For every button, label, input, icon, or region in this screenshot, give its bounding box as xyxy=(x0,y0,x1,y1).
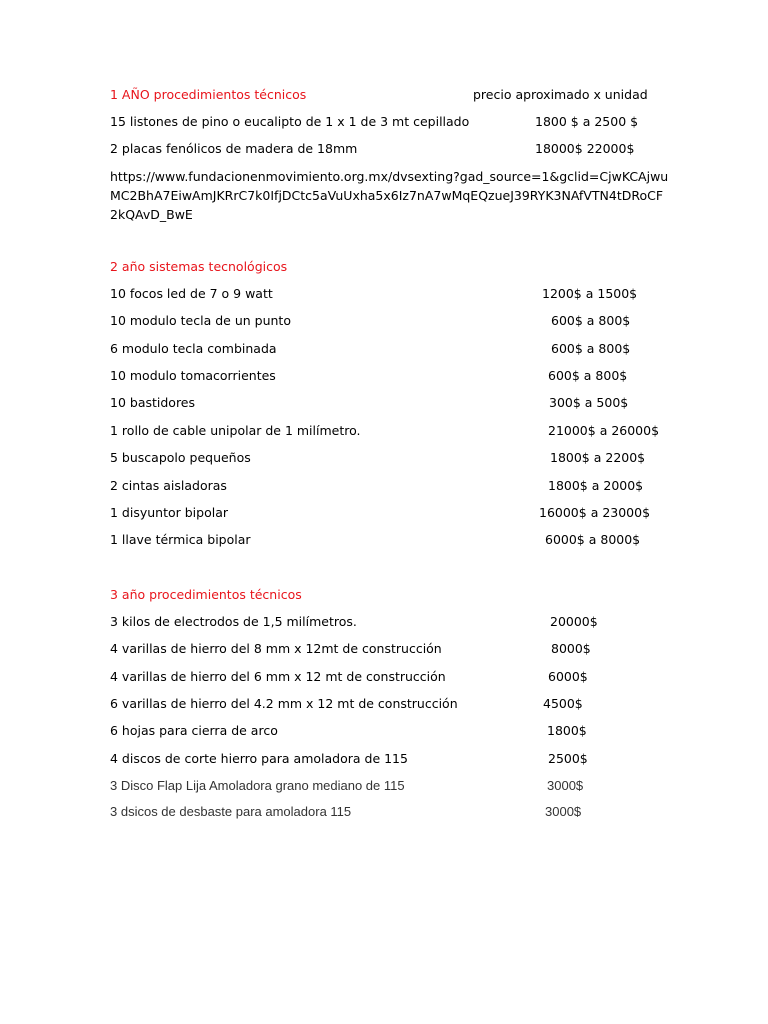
section2-item-desc: 10 focos led de 7 o 9 watt xyxy=(110,286,273,301)
price-column-title: precio aproximado x unidad xyxy=(473,87,648,102)
section3-item-price: 1800$ xyxy=(547,723,587,738)
section2-item-price: 21000$ a 26000$ xyxy=(548,423,660,438)
section1-title: 1 AÑO procedimientos técnicos xyxy=(110,87,307,102)
section1-item-price: 18000$ 22000$ xyxy=(535,141,635,156)
section2-item-price: 1800$ a 2200$ xyxy=(550,450,646,465)
section2-item-price: 6000$ a 8000$ xyxy=(545,532,641,547)
section2-item-price: 1200$ a 1500$ xyxy=(542,286,638,301)
section3-item-price: 8000$ xyxy=(551,641,591,656)
section2-title: 2 año sistemas tecnológicos xyxy=(110,259,288,274)
section2-item-desc: 10 modulo tecla de un punto xyxy=(110,313,291,328)
section2-item-price: 16000$ a 23000$ xyxy=(539,505,651,520)
section3-item-price: 6000$ xyxy=(548,669,588,684)
section3-item-price: 4500$ xyxy=(543,696,583,711)
section2-item-desc: 2 cintas aisladoras xyxy=(110,478,227,493)
section3-item-price: 3000$ xyxy=(545,804,582,819)
section2-item-price: 600$ a 800$ xyxy=(551,313,631,328)
section2-item-desc: 5 buscapolo pequeños xyxy=(110,450,251,465)
section2-item-price: 300$ a 500$ xyxy=(549,395,629,410)
section1-item-desc: 2 placas fenólicos de madera de 18mm xyxy=(110,141,358,156)
section2-item-desc: 10 bastidores xyxy=(110,395,196,410)
section3-item-desc: 3 dsicos de desbaste para amoladora 115 xyxy=(110,804,352,819)
section2-item-desc: 1 disyuntor bipolar xyxy=(110,505,229,520)
section3-item-price: 20000$ xyxy=(550,614,598,629)
section2-item-desc: 6 modulo tecla combinada xyxy=(110,341,277,356)
section1-item-desc: 15 listones de pino o eucalipto de 1 x 1 de 3 mt cepillado xyxy=(110,114,470,129)
section2-item-price: 600$ a 800$ xyxy=(551,341,631,356)
section3-item-desc: 6 varillas de hierro del 4.2 mm x 12 mt de construcción xyxy=(110,696,458,711)
section3-item-price: 3000$ xyxy=(547,778,584,793)
section2-item-desc: 10 modulo tomacorrientes xyxy=(110,368,276,383)
section3-item-price: 2500$ xyxy=(548,751,588,766)
reference-url[interactable]: https://www.fundacionenmovimiento.org.mx/dvsexting?gad_source=1&gclid=CjwKCAjwuMC2BhA7EiwAmJKRrC7k0IfjDCtc5aVuUxha5x6Iz7nA7wMqEQzueJ39RYK3NAfVTN4tDRoCF2kQAvD_BwE xyxy=(110,169,669,222)
section1-item-price: 1800 $ a 2500 $ xyxy=(535,114,639,129)
section3-item-desc: 4 varillas de hierro del 6 mm x 12 mt de construcción xyxy=(110,669,446,684)
section3-item-desc: 3 Disco Flap Lija Amoladora grano mediano de 115 xyxy=(110,778,405,793)
section3-item-desc: 4 varillas de hierro del 8 mm x 12mt de construcción xyxy=(110,641,442,656)
section3-item-desc: 3 kilos de electrodos de 1,5 milímetros. xyxy=(110,614,357,629)
section2-item-price: 1800$ a 2000$ xyxy=(548,478,644,493)
section2-item-price: 600$ a 800$ xyxy=(548,368,628,383)
section3-item-desc: 6 hojas para cierra de arco xyxy=(110,723,278,738)
section2-item-desc: 1 llave térmica bipolar xyxy=(110,532,251,547)
section3-item-desc: 4 discos de corte hierro para amoladora de 115 xyxy=(110,751,408,766)
section3-title: 3 año procedimientos técnicos xyxy=(110,587,302,602)
section2-item-desc: 1 rollo de cable unipolar de 1 milímetro. xyxy=(110,423,361,438)
